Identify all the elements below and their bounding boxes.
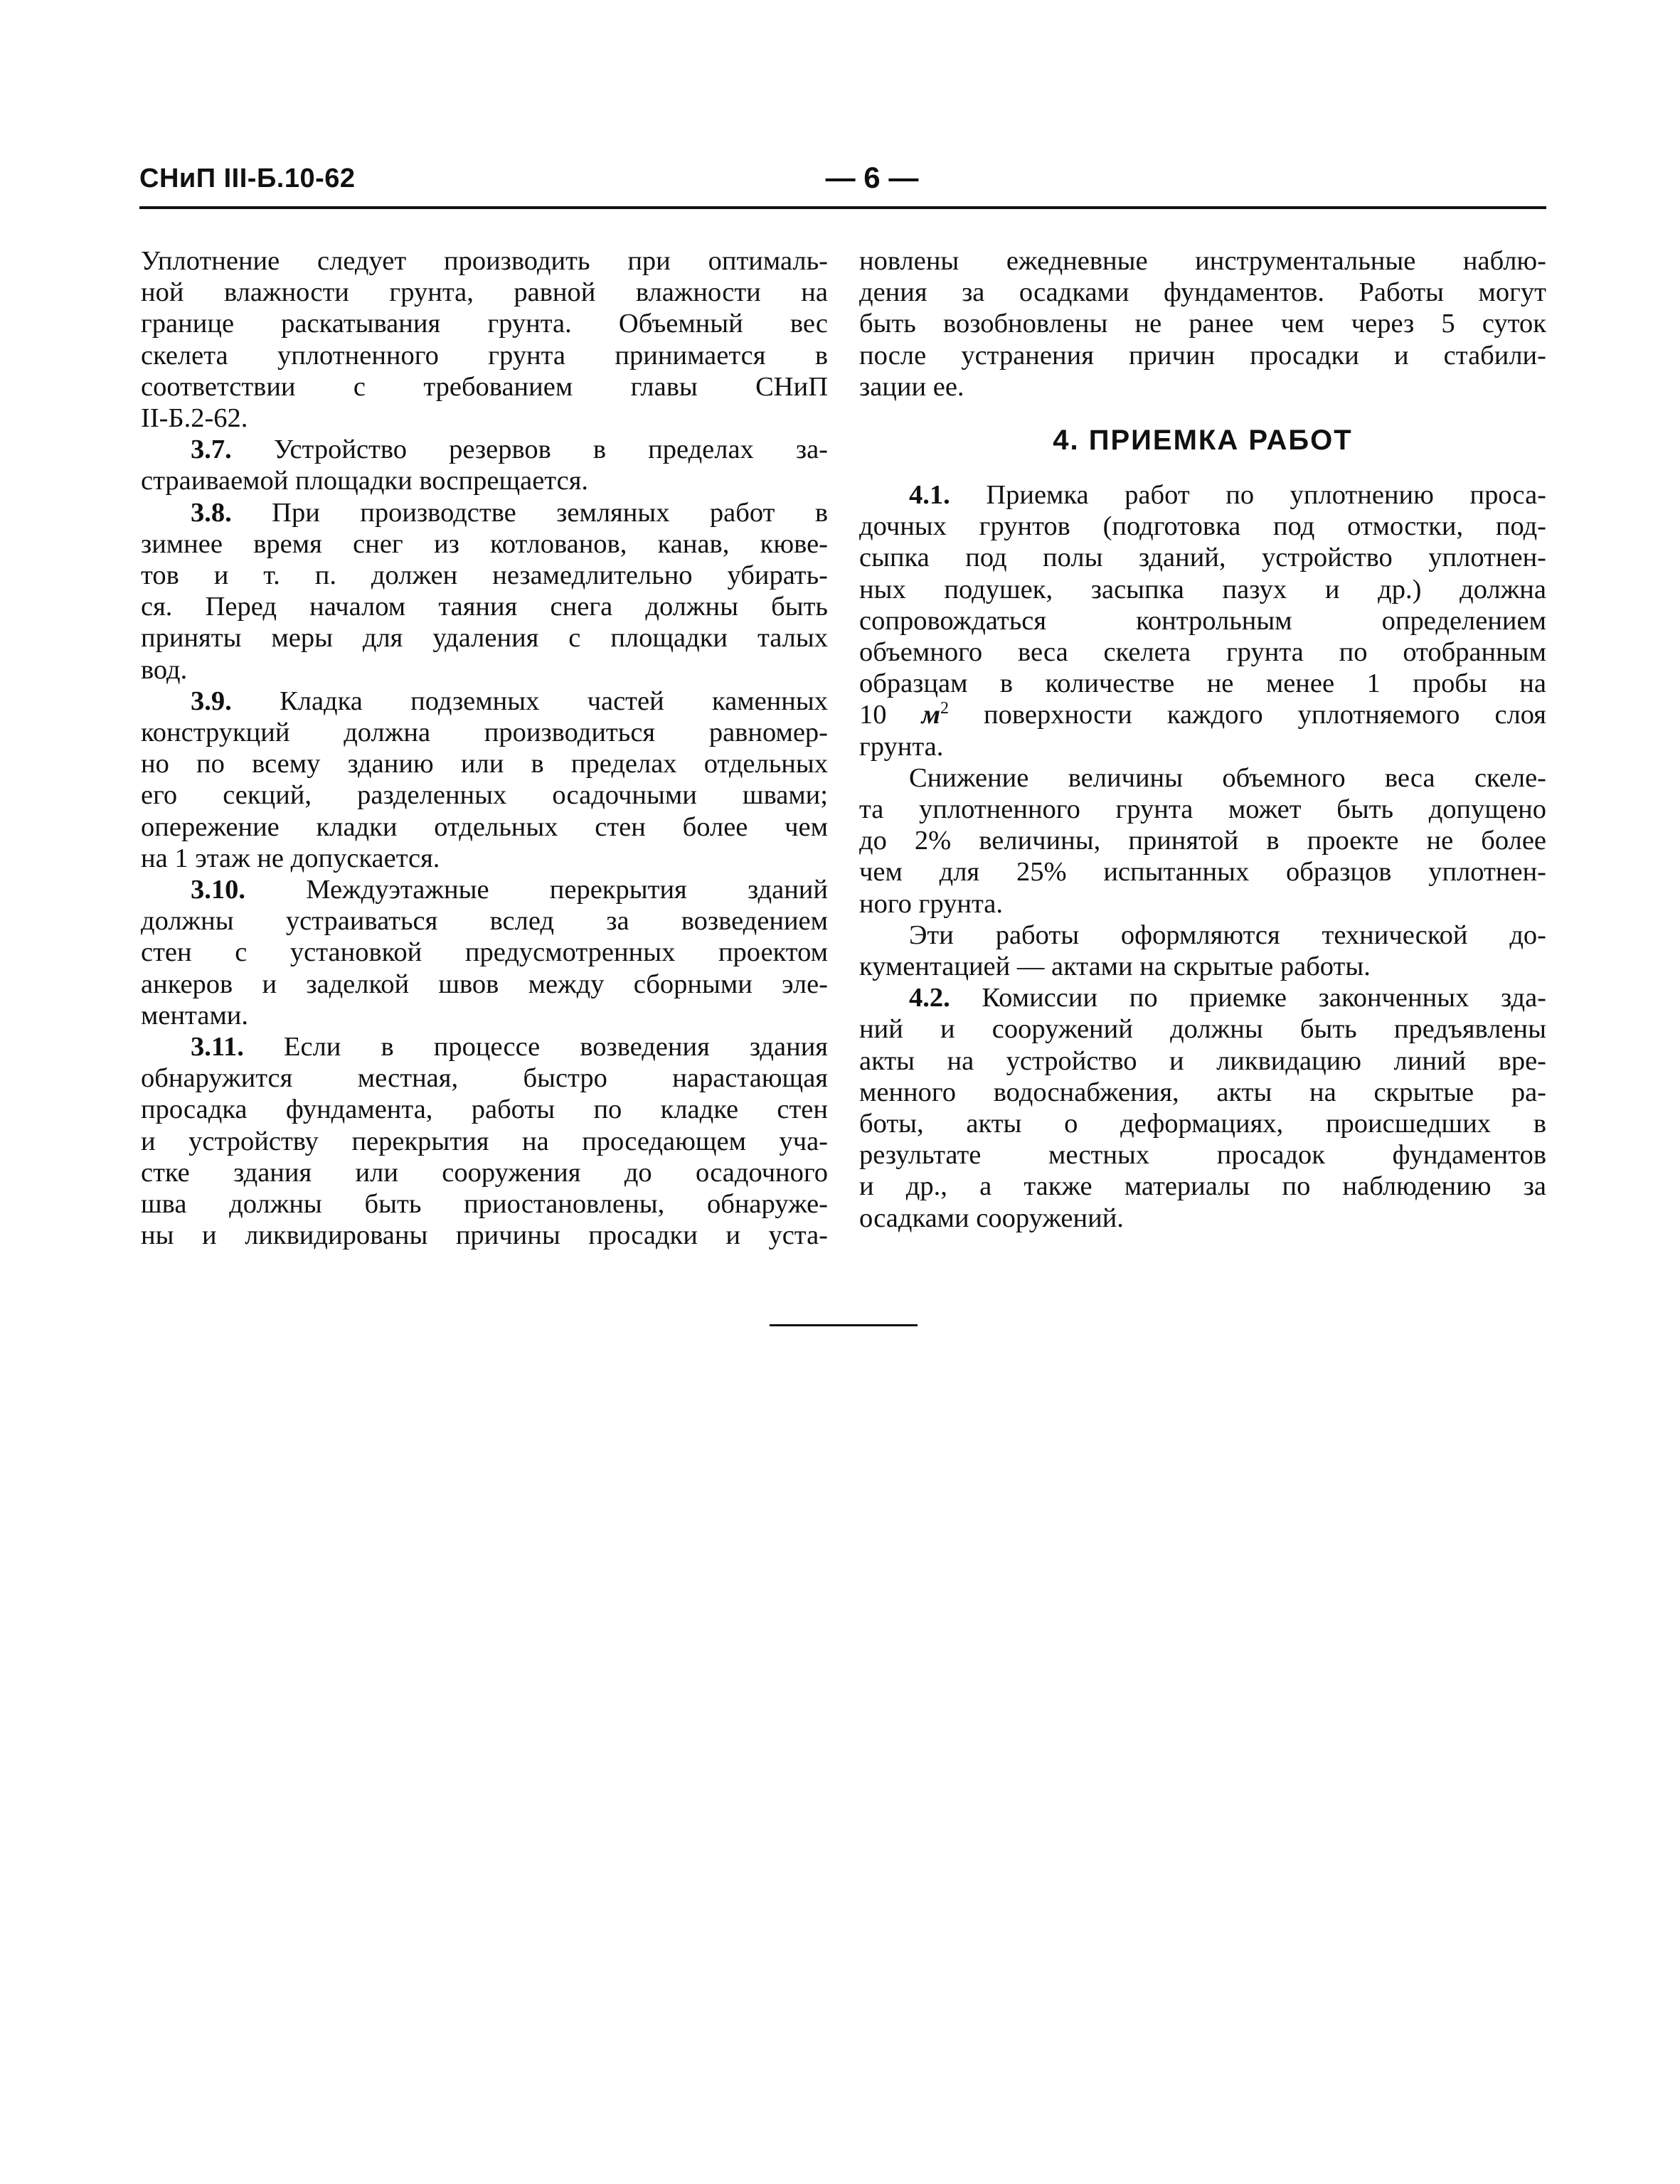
paragraph-3-9 <box>141 686 828 874</box>
text-line: конструкций должна производиться равномер- <box>141 718 828 748</box>
text-line: та уплотненного грунта может быть допущено <box>859 794 1546 825</box>
text-line: 3.9. Кладка подземных частей каменных <box>191 686 828 716</box>
text-line: сыпка под полы зданий, устройство уплотнен- <box>859 543 1546 573</box>
text-line: II-Б.2-62. <box>141 403 248 434</box>
text-line: но по всему зданию или в пределах отдельных <box>141 749 828 779</box>
text-line: стен с установкой предусмотренных проектом <box>141 937 828 968</box>
text-line: 4.2. Комиссии по приемке законченных зда- <box>909 983 1546 1013</box>
text-line: 3.7. Устройство резервов в пределах за- <box>191 435 828 465</box>
clause-number: 3.11. <box>191 1032 244 1062</box>
paragraph-3-11 <box>141 1031 828 1251</box>
header-divider <box>139 206 1546 209</box>
text-line: соответствии с требованием главы СНиП <box>141 371 828 402</box>
text-line: менного водоснабжения, акты на скрытые ра- <box>859 1077 1546 1107</box>
paragraph-4-2 <box>859 982 1546 1234</box>
text-line: новлены ежедневные инструментальные наблю- <box>859 246 1546 276</box>
paragraph-3-10 <box>141 874 828 1031</box>
text-line: анкеров и заделкой швов между сборными эле- <box>141 969 828 999</box>
paragraph-documentation <box>859 920 1546 982</box>
clause-number: 3.10. <box>191 875 245 905</box>
text-line: ментами. <box>141 1000 249 1030</box>
text-line: опережение кладки отдельных стен более чем <box>141 811 828 842</box>
text-line: ний и сооружений должны быть предъявлены <box>859 1014 1546 1045</box>
text-line: Снижение величины объемного веса скеле- <box>909 762 1546 793</box>
text-line: объемного веса скелета грунта по отобранным <box>859 637 1546 668</box>
text-line: стке здания или сооружения до осадочного <box>141 1157 828 1188</box>
clause-number: 4.2. <box>909 983 950 1013</box>
document-code: СНиП III-Б.10-62 <box>139 164 356 193</box>
text-line: осадками сооружений. <box>859 1203 1124 1233</box>
text-line: его секций, разделенных осадочными швами; <box>141 780 828 811</box>
text-line: кументацией — актами на скрытые работы. <box>859 952 1371 982</box>
text-line: 4.1. Приемка работ по уплотнению проса- <box>909 480 1547 511</box>
text-line: ной влажности грунта, равной влажности на <box>141 277 828 308</box>
text-line: должны устраиваться вслед за возведением <box>141 906 828 937</box>
text-line: шва должны быть приостановлены, обнаруже- <box>141 1189 828 1220</box>
text-line: дочных грунтов (подготовка под отмостки, под- <box>859 511 1546 542</box>
paragraph-4-1 <box>859 479 1546 762</box>
clause-number: 4.1. <box>909 480 950 511</box>
page-header <box>139 158 1546 215</box>
text-line: 10 $м^2$ поверхности каждого уплотняемого слоя <box>859 699 1547 730</box>
paragraph-reduction <box>859 762 1546 920</box>
text-line: результате местных просадок фундаментов <box>859 1140 1546 1171</box>
text-line: 3.8. При производстве земляных работ в <box>191 497 828 528</box>
paragraph-3-8 <box>141 497 828 686</box>
left-column <box>141 245 828 1252</box>
text-line: до 2% величины, принятой в проекте не более <box>859 826 1546 856</box>
text-line: зации ее. <box>859 371 964 402</box>
text-line: и др., а также материалы по наблюдению за <box>859 1171 1546 1202</box>
text-line: 3.11. Если в процессе возведения здания <box>191 1032 829 1062</box>
text-line: просадка фундамента, работы по кладке стен <box>141 1094 828 1125</box>
text-line: быть возобновлены не ранее чем через 5 суток <box>859 309 1546 339</box>
section-heading: 4. ПРИЕМКА РАБОТ <box>1053 425 1353 457</box>
right-column <box>859 245 1546 1234</box>
text-line: скелета уплотненного грунта принимается в <box>141 340 828 371</box>
end-divider <box>770 1324 918 1326</box>
text-line: тов и т. п. должен незамедлительно убирать- <box>141 560 828 591</box>
text-line: ся. Перед началом таяния снега должны быть <box>141 592 828 622</box>
text-line: вод. <box>141 654 188 685</box>
text-line: 3.10. Междуэтажные перекрытия зданий <box>191 875 828 905</box>
text-line: грунта. <box>859 731 944 762</box>
text-line: дения за осадками фундаментов. Работы могут <box>859 277 1546 308</box>
text-line: образцам в количестве не менее 1 пробы на <box>859 668 1546 699</box>
text-line: границе раскатывания грунта. Объемный вес <box>141 309 828 339</box>
text-line: страиваемой площадки воспрещается. <box>141 466 589 496</box>
area-unit: м <box>921 700 940 730</box>
text-line: Уплотнение следует производить при оптималь- <box>141 246 828 276</box>
clause-number: 3.8. <box>191 497 232 528</box>
text-line: и устройству перекрытия на проседающем уча- <box>141 1126 828 1156</box>
clause-number: 3.9. <box>191 686 232 716</box>
text-line: чем для 25% испытанных образцов уплотнен- <box>859 857 1546 888</box>
text-line: ны и ликвидированы причины просадки и уста- <box>141 1220 828 1251</box>
area-exponent: 2 <box>940 699 949 718</box>
text-line: на 1 этаж не допускается. <box>141 843 440 873</box>
text-line: сопровождаться контрольным определением <box>859 605 1546 636</box>
text-line: ного грунта. <box>859 888 1003 919</box>
text-line: Эти работы оформляются технической до- <box>909 920 1546 950</box>
paragraph-3-7 <box>141 434 828 496</box>
page-number: — 6 — <box>825 161 919 194</box>
text-line: обнаружится местная, быстро нарастающая <box>141 1063 828 1094</box>
text-line: акты на устройство и ликвидацию линий вре- <box>859 1045 1546 1076</box>
text-line: боты, акты о деформациях, происшедших в <box>859 1109 1546 1139</box>
text-line: зимнее время снег из котлованов, канав, кюве- <box>141 528 828 559</box>
paragraph-3-11-continuation <box>859 245 1546 403</box>
clause-number: 3.7. <box>191 435 232 465</box>
text-line: ных подушек, засыпка пазух и др.) должна <box>859 574 1546 604</box>
text-line: после устранения причин просадки и стабили- <box>859 340 1546 371</box>
text-line: приняты меры для удаления с площадки талых <box>141 623 828 654</box>
paragraph-3-6-continuation <box>141 245 828 434</box>
